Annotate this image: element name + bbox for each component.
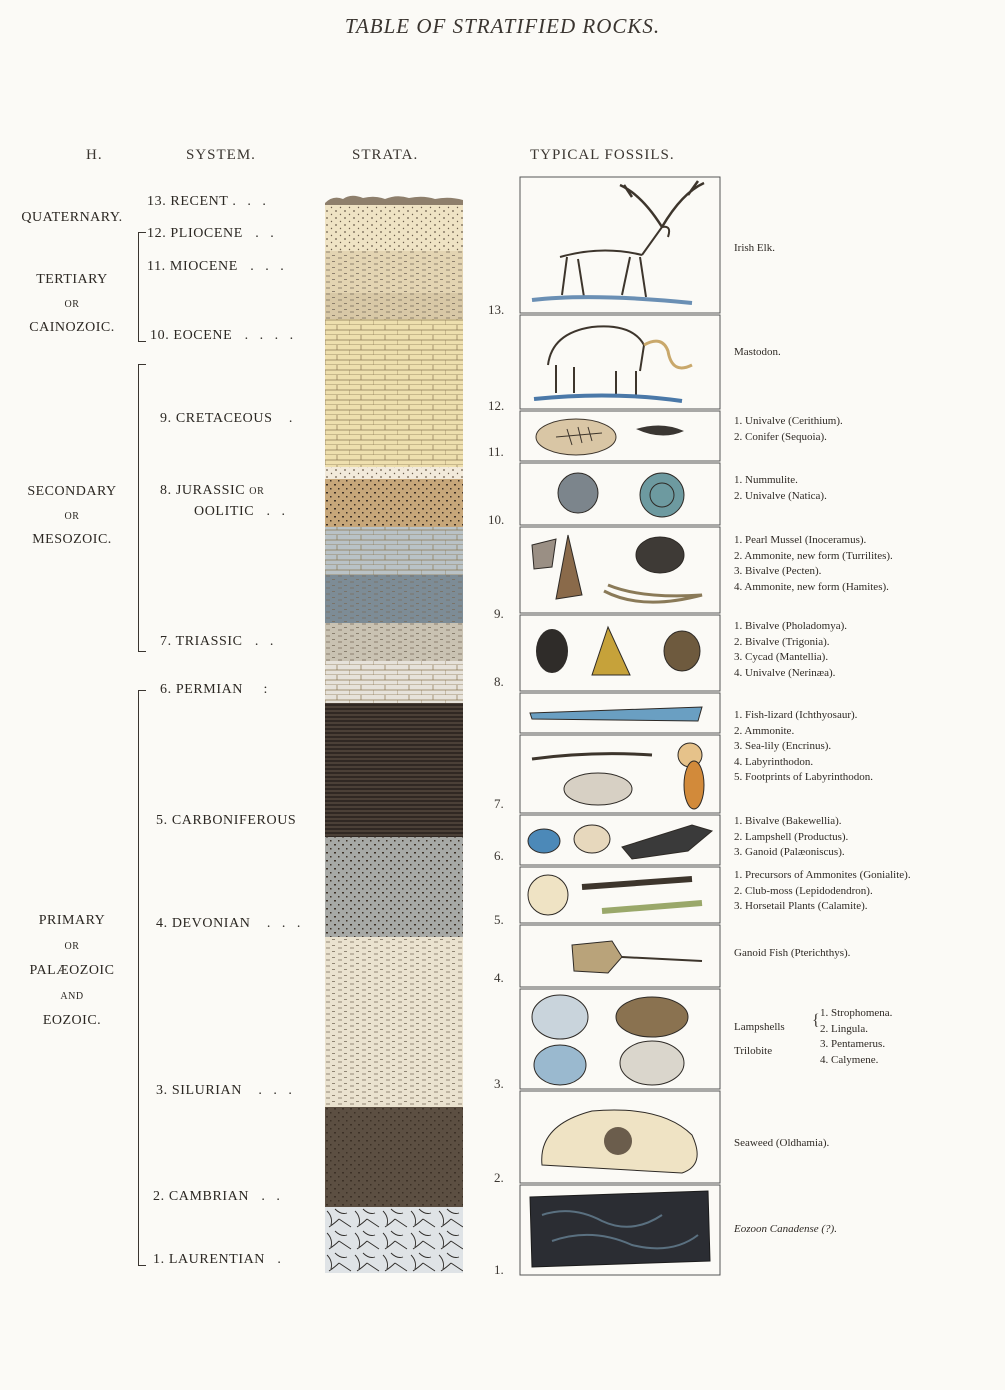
encrinus [684,761,704,809]
strata-layers [325,196,463,1273]
nerinaea-shell [530,707,702,721]
brace-primary [138,690,139,1266]
mastodon-illustration [548,326,692,395]
caption-silurian-list [820,1006,892,1068]
caption-line: 3. Horsetail Plants (Calamite). [734,900,868,912]
lepidodendron [582,879,692,887]
leader-dots: . . . [258,1083,296,1098]
system-eocene [150,328,297,344]
fossil-number: 13. [488,302,505,317]
turrilites-shell [556,535,582,599]
caption-line: Eozoon Canadense (?). [734,1223,837,1235]
system-number: 6. [160,682,172,697]
palaeoniscus-fish [622,825,712,859]
caption-line: 2. Conifer (Sequoia). [734,430,827,443]
caption-line: Irish Elk. [734,242,775,254]
system-number: 4. [156,916,168,931]
fossil-number: 2. [494,1170,504,1185]
system-number: 8. [160,483,172,498]
era-line: QUATERNARY. [21,210,123,225]
system-cretaceous [160,411,296,427]
hamites-shell [604,585,702,602]
system-name: LAURENTIAN [168,1252,266,1267]
caption-line: 1. Fish-lizard (Ichthyosaur). [734,709,858,721]
system-number: 13. [147,194,167,209]
era-line: or [64,938,80,953]
system-permian [160,682,271,698]
caption-laurentian [734,1222,837,1238]
system-cambrian [153,1189,284,1205]
system-name: CRETACEOUS [175,411,273,426]
system-miocene [147,259,288,275]
system-pliocene [147,226,278,242]
era-line: MESOZOIC. [32,532,112,547]
natica-shell [558,473,598,513]
mantellia-cycad [664,631,700,671]
caption-eocene [734,473,827,504]
caption-devonian [734,946,850,962]
leader-dots: . . . [266,916,305,931]
system-name: CAMBRIAN [168,1189,250,1204]
panel-irish-elk [520,177,720,313]
caption-jurassic [734,619,847,681]
era-line: and [60,988,84,1003]
caption-line: 1. Bivalve (Bakewellia). [734,815,842,827]
caption-line: 3. Cycad (Mantellia). [734,651,829,663]
brace-secondary [138,364,139,652]
system-recent [147,194,270,210]
caption-tertiary [734,414,843,445]
caption-mastodon [734,345,781,361]
fossil-number: 11. [488,444,504,459]
header-system: SYSTEM. [186,147,256,163]
era-line: or [64,508,80,523]
pterichthys-fish [572,941,622,973]
header-strata: STRATA. [352,147,419,163]
bakewellia-shell [528,829,560,853]
leader-dots: . [277,1252,285,1267]
caption-irish-elk [734,241,775,257]
caption-line: 3. Ganoid (Palæoniscus). [734,846,845,858]
leader-dots: . . [261,1189,284,1204]
caption-line: 2. Lampshell (Productus). [734,830,849,843]
caption-line: 2. Ammonite. [734,724,795,737]
leader-dots: . . . . [244,328,298,343]
pecten-shell [636,537,684,573]
cerithium-shell [636,425,684,435]
caption-carboniferous [734,868,911,915]
caption-line: Ganoid Fish (Pterichthys). [734,947,851,959]
system-carboniferous [156,813,296,829]
caption-line: 1. Pearl Mussel (Inoceramus). [734,534,867,546]
caption-permian [734,814,848,861]
fossil-number: 3. [494,1076,504,1091]
caption-line: 3. Sea-lily (Encrinus). [734,740,832,752]
calamite [602,903,702,911]
caption-line: 4. Univalve (Nerinæa). [734,666,836,679]
fossil-number: 5. [494,912,504,927]
leader-dots: . . [255,226,278,241]
fossil-number: 10. [488,512,505,527]
system-jurassic [160,483,264,499]
productus-shell [574,825,610,853]
caption-line: 4. Ammonite, new form (Hamites). [734,580,889,593]
system-triassic [160,634,277,650]
fossil-number: 6. [494,848,504,863]
system-name: EOCENE [173,328,233,343]
era-line: PALÆOZOIC [29,963,115,978]
caption-line: 2. Ammonite, new form (Turrilites). [734,549,893,562]
era-line: EOZOIC. [42,1013,102,1028]
caption-line: 2. Lingula. [820,1022,868,1035]
system-silurian [156,1083,296,1099]
fossil-number: 8. [494,674,504,689]
ground-shadow [534,395,682,401]
fossil-number: 1. [494,1262,504,1277]
pentamerus-shell [534,1045,586,1085]
caption-line: Mastodon. [734,346,781,358]
caption-cambrian [734,1136,829,1152]
system-number: 7. [160,634,172,649]
header-fossils: TYPICAL FOSSILS. [530,147,675,163]
leader-dots: . [288,411,297,426]
system-name: MIOCENE [169,259,238,274]
system-name: RECENT [170,194,229,209]
fossil-number: 9. [494,606,504,621]
system-name: CARBONIFEROUS [171,813,297,828]
labyrinthodon [564,773,632,805]
system-laurentian [153,1252,285,1268]
strophomena-shell [532,995,588,1039]
brace-tertiary [138,232,139,342]
caption-line: 4. Calymene. [820,1053,879,1066]
caption-line: 2. Bivalve (Trigonia). [734,635,830,648]
irish-elk-illustration [560,181,704,297]
era-line: or [64,296,80,311]
goniatite [528,875,568,915]
caption-triassic [734,708,873,786]
caption-line: 1. Strophomena. [820,1007,893,1019]
era-quaternary [12,206,132,230]
calymene-trilobite [620,1041,684,1085]
caption-line: Trilobite [734,1044,773,1057]
system-name: PERMIAN [175,682,244,697]
system-devonian [156,916,304,932]
leader-dots: . . [254,634,278,649]
caption-line: 2. Club-moss (Lepidodendron). [734,884,873,897]
leader-dots: . . [266,504,289,519]
conifer-stone [536,419,616,455]
caption-line: 1. Nummulite. [734,474,798,486]
fossil-number: 12. [488,398,505,413]
system-name: TRIASSIC [175,634,243,649]
fossil-number: 4. [494,970,504,985]
eozoon-rock [530,1191,710,1267]
caption-line: 1. Univalve (Cerithium). [734,415,843,427]
leader-dots: : [263,682,272,697]
oldhamia-radial [604,1127,632,1155]
panel-eocene-fossils [520,463,720,525]
caption-line: 3. Bivalve (Pecten). [734,565,822,577]
system-number: 3. [156,1083,168,1098]
fish-tail [622,957,702,961]
lingula-shell [616,997,688,1037]
era-line: PRIMARY [38,913,106,928]
system-name: DEVONIAN [171,916,251,931]
ground-shadow [532,297,692,303]
strata-column [325,195,463,1273]
caption-line: Seaweed (Oldhamia). [734,1137,830,1149]
system-oolitic [194,504,289,520]
caption-silurian [734,1020,785,1059]
caption-line: 1. Precursors of Ammonites (Gonialite). [734,869,911,881]
fossil-number: 7. [494,796,504,811]
page-title: TABLE OF STRATIFIED ROCKS. [344,14,661,38]
system-number: 11. [147,259,166,274]
system-number: 10. [150,328,170,343]
era-line: TERTIARY [36,272,108,287]
era-secondary [20,480,124,552]
system-number: 5. [156,813,168,828]
inoceramus-shell [532,539,556,569]
caption-line: 1. Bivalve (Pholadomya). [734,620,848,632]
leader-dots: . . . [232,194,270,209]
pholadomya-shell [536,629,568,673]
caption-line: 5. Footprints of Labyrinthodon. [734,771,874,783]
trigonia-shell [592,627,630,675]
era-line: CAINOZOIC. [29,320,115,335]
system-number: 1. [153,1252,165,1267]
system-name: PLIOCENE [170,226,243,241]
ichthyosaur-skeleton [532,754,652,759]
system-name: SILURIAN [171,1083,242,1098]
system-number: 2. [153,1189,165,1204]
era-tertiary [20,268,124,340]
caption-line: Lampshells [734,1021,785,1033]
caption-line: 3. Pentamerus. [820,1038,886,1050]
system-number: 9. [160,411,172,426]
caption-line: 4. Labyrinthodon. [734,755,814,768]
header-era: H. [86,147,103,163]
panel-cretaceous-fossils [520,527,720,613]
era-line: SECONDARY [27,484,117,499]
nummulite-disc [640,473,684,517]
system-number: 12. [147,226,167,241]
leader-dots: . . . [250,259,288,274]
system-name: OOLITIC [194,504,255,519]
fossil-panels [512,175,724,1277]
caption-cretaceous [734,533,893,595]
era-primary [20,908,124,1033]
caption-line: 2. Univalve (Natica). [734,489,827,502]
system-name: JURASSIC or [175,483,265,498]
lampshell-brace: { [812,1012,820,1029]
